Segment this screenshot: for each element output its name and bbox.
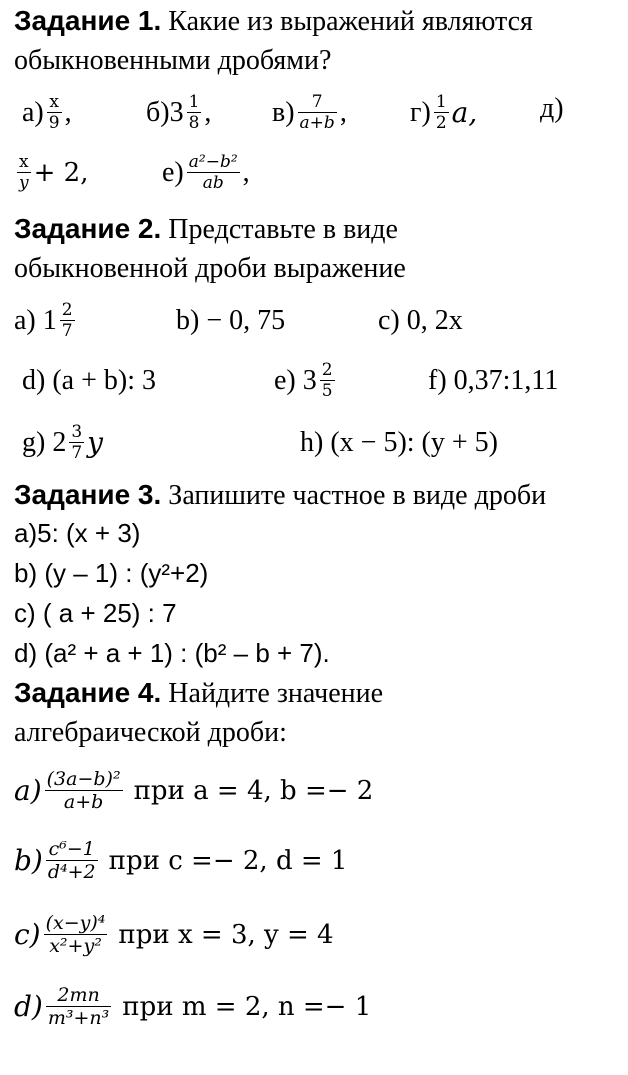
- denominator: x²+y²: [49, 935, 102, 957]
- task2-heading: [14, 212, 398, 247]
- task3-heading: [14, 478, 546, 513]
- task1-b-fraction: [187, 92, 202, 133]
- task2-item-f: f) 0,37:1,11: [428, 365, 559, 396]
- task1-item-d-label: [540, 92, 564, 126]
- task1-d-label: д): [540, 93, 564, 124]
- task2-item-b: b) − 0, 75: [176, 305, 286, 336]
- task1-g-label: г): [410, 96, 431, 128]
- task2-e-fraction: [320, 360, 335, 401]
- numerator: x: [49, 92, 59, 112]
- task1-a-label: а): [22, 96, 44, 128]
- numerator: 1: [188, 92, 200, 112]
- task2-g-label: g) 2: [22, 426, 67, 458]
- task1-e-label: е): [162, 156, 184, 188]
- task2-a-label: a) 1: [14, 304, 57, 336]
- task4-item-c: [14, 912, 334, 957]
- numerator: 2: [61, 300, 73, 320]
- task1-v-fraction: [298, 92, 337, 133]
- task4-c-condition: при x = 3, y = 4: [118, 919, 334, 950]
- task4-d-fraction: [46, 984, 111, 1029]
- task1-item-a: [22, 92, 72, 133]
- task1-b-tail: ,: [204, 96, 212, 128]
- task1-title: Задание 1.: [14, 5, 162, 36]
- task2-g-fraction: [69, 422, 84, 463]
- task3-item-c: c) ( a + 25) : 7: [14, 598, 177, 628]
- task3-item-d: d) (a² + a + 1) : (b² – b + 7).: [14, 638, 330, 668]
- task1-b-label: б)3: [146, 96, 184, 128]
- task1-text-line1: Какие из выражений являются: [161, 6, 533, 37]
- task1-item-g: [410, 92, 477, 133]
- denominator: a+b: [63, 791, 104, 813]
- denominator: 7: [71, 443, 83, 463]
- numerator: 2: [321, 360, 333, 380]
- task4-item-d: [14, 984, 371, 1029]
- denominator: 2: [435, 113, 447, 133]
- task1-v-tail: ,: [339, 96, 347, 128]
- task1-a-fraction: [47, 92, 62, 133]
- task4-b-label: b): [14, 843, 43, 877]
- task2-item-d: d) (a + b): 3: [22, 365, 156, 396]
- task1-item-b: [146, 92, 211, 133]
- numerator: 1: [435, 92, 447, 112]
- task1-e-tail: ,: [242, 156, 250, 188]
- task4-b-fraction: [46, 838, 98, 883]
- task1-v-label: в): [272, 96, 295, 128]
- task3-text-line1: Запишите частное в виде дроби: [161, 480, 547, 511]
- task4-c-fraction: [44, 912, 108, 957]
- task2-item-a: [14, 300, 78, 341]
- numerator: c⁶−1: [48, 838, 95, 860]
- task3-title: Задание 3.: [14, 479, 162, 510]
- task4-d-label: d): [14, 989, 43, 1023]
- task2-item-c: c) 0, 2x: [378, 305, 463, 336]
- task4-a-condition: при a = 4, b =− 2: [133, 775, 374, 806]
- task1-item-e: [162, 152, 250, 193]
- task4-text-line1: Найдите значение: [161, 678, 384, 709]
- task1-item-v: [272, 92, 347, 133]
- numerator: x: [19, 152, 29, 172]
- task2-a-fraction: [60, 300, 75, 341]
- numerator: 2mn: [57, 984, 100, 1006]
- task2-text-line1: Представьте в виде: [161, 214, 398, 245]
- task4-item-b: [14, 838, 347, 883]
- denominator: ab: [202, 173, 224, 193]
- task4-heading: [14, 676, 383, 711]
- task2-item-g: [22, 422, 103, 463]
- denominator: m³+n³: [47, 1007, 110, 1029]
- task2-e-label: e) 3: [274, 364, 317, 396]
- numerator: (x−y)⁴: [45, 912, 106, 934]
- task4-text-line2: алгебраической дроби:: [14, 717, 287, 748]
- task1-g-fraction: [434, 92, 449, 133]
- numerator: a²−b²: [188, 152, 238, 172]
- numerator: 3: [71, 422, 83, 442]
- task1-heading: [14, 4, 533, 39]
- task4-item-a: [14, 768, 373, 813]
- task2-title: Задание 2.: [14, 213, 162, 244]
- denominator: y: [19, 173, 29, 193]
- task2-item-e: [274, 360, 338, 401]
- task1-a-tail: ,: [64, 96, 72, 128]
- task1-item-d: [14, 152, 88, 193]
- task2-text-line2: обыкновенной дроби выражение: [14, 253, 406, 284]
- task1-d-fraction: [17, 152, 31, 193]
- denominator: a+b: [299, 113, 335, 133]
- task4-c-label: c): [14, 917, 41, 951]
- task1-e-fraction: [187, 152, 240, 193]
- task3-item-b: b) (y – 1) : (y²+2): [14, 558, 209, 588]
- task4-a-label: a): [14, 773, 42, 807]
- task4-b-condition: при c =− 2, d = 1: [108, 845, 348, 876]
- task4-d-condition: при m = 2, n =− 1: [122, 991, 372, 1022]
- denominator: d⁴+2: [47, 861, 96, 883]
- task4-title: Задание 4.: [14, 677, 162, 708]
- task2-g-tail: y: [87, 425, 103, 459]
- denominator: 9: [48, 113, 60, 133]
- numerator: 7: [311, 92, 323, 112]
- denominator: 5: [321, 381, 333, 401]
- task4-a-fraction: [45, 768, 123, 813]
- task3-item-a: а)5: (x + 3): [14, 518, 141, 548]
- task1-text-line2: обыкновенными дробями?: [14, 45, 332, 76]
- denominator: 7: [61, 321, 73, 341]
- denominator: 8: [188, 113, 200, 133]
- task2-item-h: h) (x − 5): (y + 5): [300, 427, 498, 458]
- numerator: (3a−b)²: [46, 768, 121, 790]
- task1-d-tail: + 2,: [33, 157, 89, 188]
- task1-g-tail: a,: [451, 95, 478, 129]
